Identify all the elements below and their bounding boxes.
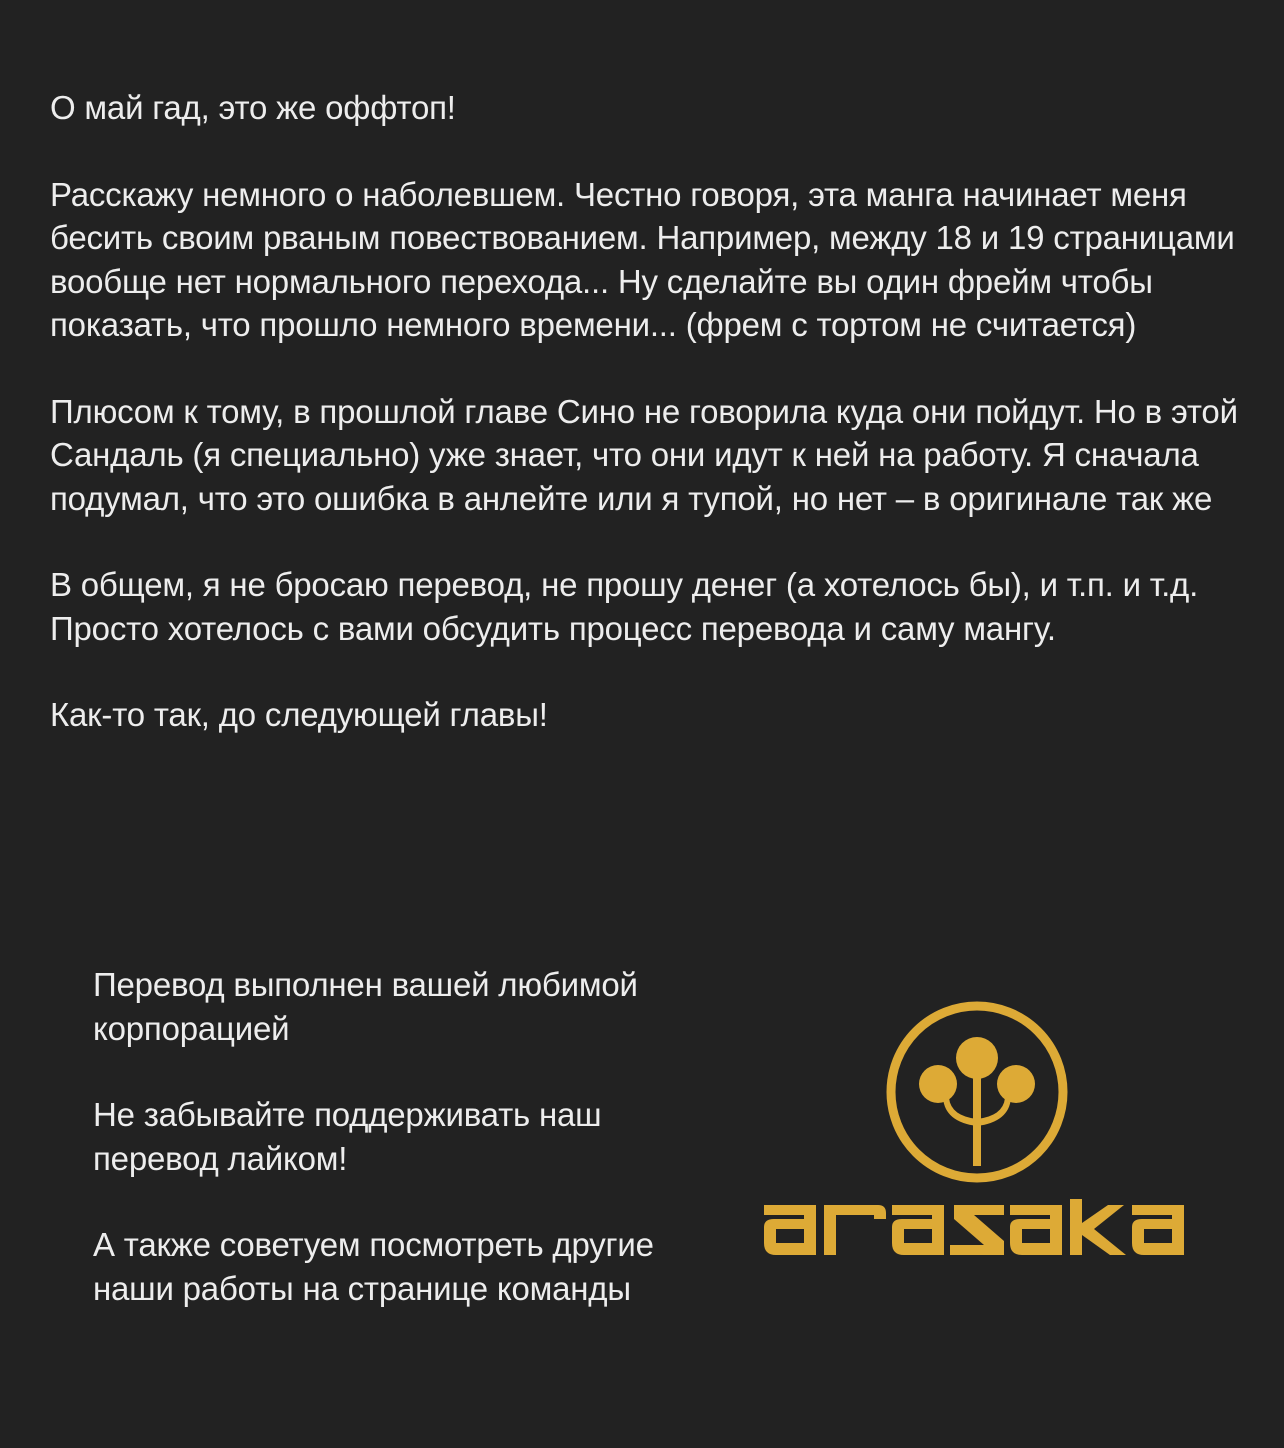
note-paragraph-2: Расскажу немного о наболевшем. Честно говоря, эта манга начинает меня бесить своим рваным повествованием. Например, между 18 и 19 страницами вообще нет нормального перехода... Ну сделайте вы один фрейм чтобы показать, что прошло немного времени... (фрем с тортом не считается) [50,175,1235,343]
author-note [50,86,1250,780]
credits-block [93,963,733,1353]
note-paragraph-4: В общем, я не бросаю перевод, не прошу денег (а хотелось бы), и т.п. и т.д. Просто хотелось с вами обсудить процесс перевода и саму мангу. [50,566,1199,647]
arasaka-wordmark [752,1185,1202,1275]
credits-translation: Перевод выполнен вашей любимой корпорацией [93,966,638,1047]
arasaka-emblem-icon [885,1000,1069,1184]
credits-other-works: А также советуем посмотреть другие наши работы на странице команды [93,1226,654,1307]
note-paragraph-3: Плюсом к тому, в прошлой главе Сино не говорила куда они пойдут. Но в этой Сандаль (я специально) уже знает, что они идут к ней на работу. Я сначала подумал, что это ошибка в анлейте или я тупой, но нет – в оригинале так же [50,392,1238,517]
credits-like-request: Не забывайте поддерживать наш перевод лайком! [93,1096,602,1177]
note-paragraph-5: Как-то так, до следующей главы! [50,696,548,733]
note-paragraph-1: О май гад, это же оффтоп! [50,89,456,126]
team-logo [752,1000,1202,1280]
